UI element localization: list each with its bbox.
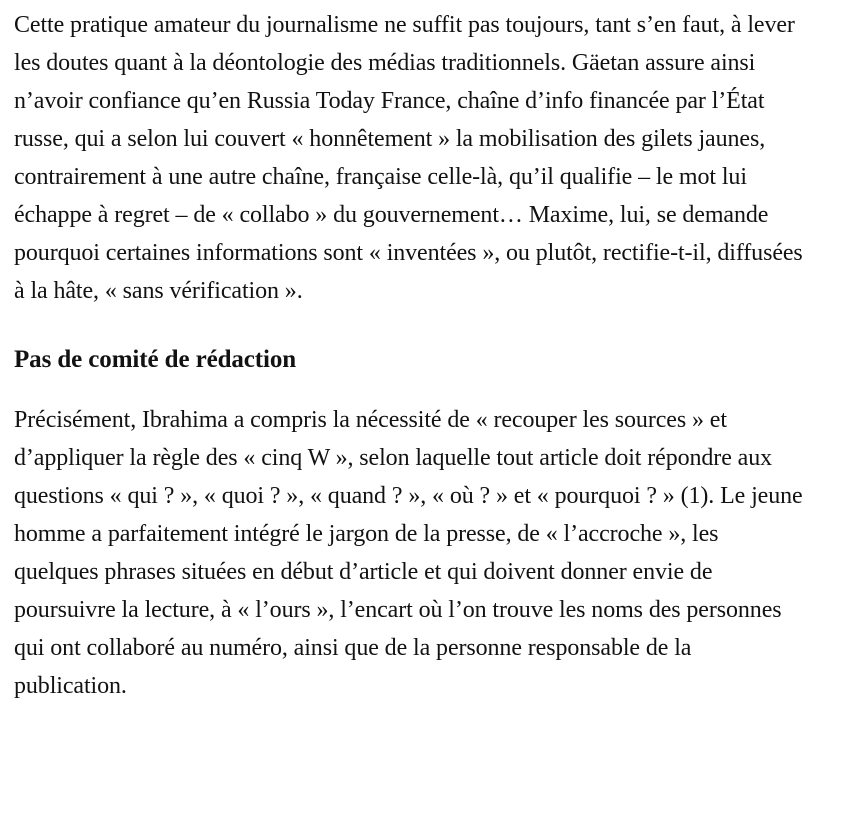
article-paragraph-2: Précisément, Ibrahima a compris la nécessité de « recouper les sources » et d’appliquer la règle des « cinq W », selon laquelle tout article doit répondre aux questions « qui ? », « quoi ? », « quand ? », « où ? » et « pourquoi ? » (1). Le jeune homme a parfaitement intégré le jargon de la presse, de « l’accroche », les quelques phrases situées en début d’article et qui doivent donner envie de poursuivre la lecture, à « l’ours », l’encart où l’on trouve les noms des personnes qui ont collaboré au numéro, ainsi que de la personne responsable de la publication. xyxy=(14,407,803,699)
article-paragraph-1: Cette pratique amateur du journalisme ne suffit pas toujours, tant s’en faut, à lever les doutes quant à la déontologie des médias traditionnels. Gäetan assure ainsi n’avoir confiance qu’en Russia Today France, chaîne d’info financée par l’État russe, qui a selon lui couvert « honnêtement » la mobilisation des gilets jaunes, contrairement à une autre chaîne, française celle-là, qu’il qualifie – le mot lui échappe à regret – de « collabo » du gouvernement… Maxime, lui, se demande pourquoi certaines informations sont « inventées », ou plutôt, rectifie-t-il, diffusées à la hâte, « sans vérification ». xyxy=(14,12,803,304)
section-heading: Pas de comité de rédaction xyxy=(14,346,297,373)
